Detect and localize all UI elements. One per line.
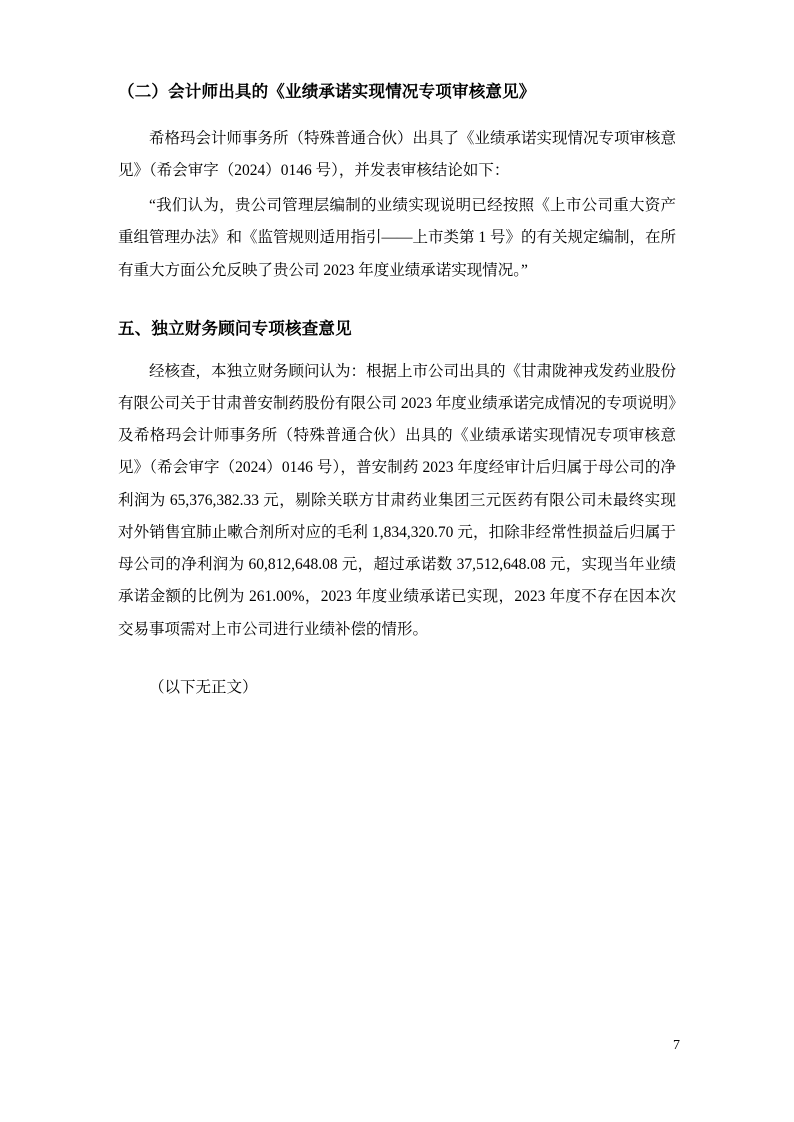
paragraph-advisor-verification: 经核查，本独立财务顾问认为：根据上市公司出具的《甘肃陇神戎发药业股份有限公司关于甘肃普安制药股份有限公司 2023 年度业绩承诺完成情况的专项说明》及希格玛会计师事务所（特殊普通合伙）出具的《业绩承诺实现情况专项审核意见》（希会审字（2024）0146 号），普安制药 2023 年度经审计后归属于母公司的净利润为 65,376,382.33 元，剔除关联方甘肃药业集团三元医药有限公司未最终实现对外销售宜肺止嗽合剂所对应的毛利 1,834,320.70 元，扣除非经常性损益后归属于母公司的净利润为 60,812,648.08 元，超过承诺数 37,512,648.08 元，实现当年业绩承诺金额的比例为 261.00%，2023 年度业绩承诺已实现，2023 年度不存在因本次交易事项需对上市公司进行业绩补偿的情形。 bbox=[118, 362, 677, 638]
paragraph-auditor-opinion-quote: “我们认为，贵公司管理层编制的业绩实现说明已经按照《上市公司重大资产重组管理办法》和《监管规则适用指引——上市类第 1 号》的有关规定编制，在所有重大方面公允反映了贵公司 2023 年度业绩承诺实现情况。” bbox=[118, 197, 677, 279]
section-heading-5: 五、独立财务顾问专项核查意见 bbox=[118, 318, 352, 338]
closing-note: （以下无正文） bbox=[149, 678, 258, 696]
document-body bbox=[118, 80, 676, 704]
page-number: 7 bbox=[673, 1038, 680, 1053]
paragraph-auditor-opinion-intro: 希格玛会计师事务所（特殊普通合伙）出具了《业绩承诺实现情况专项审核意见》（希会审字（2024）0146 号），并发表审核结论如下： bbox=[118, 129, 677, 179]
section-heading-2: （二）会计师出具的《业绩承诺实现情况专项审核意见》 bbox=[118, 82, 536, 101]
